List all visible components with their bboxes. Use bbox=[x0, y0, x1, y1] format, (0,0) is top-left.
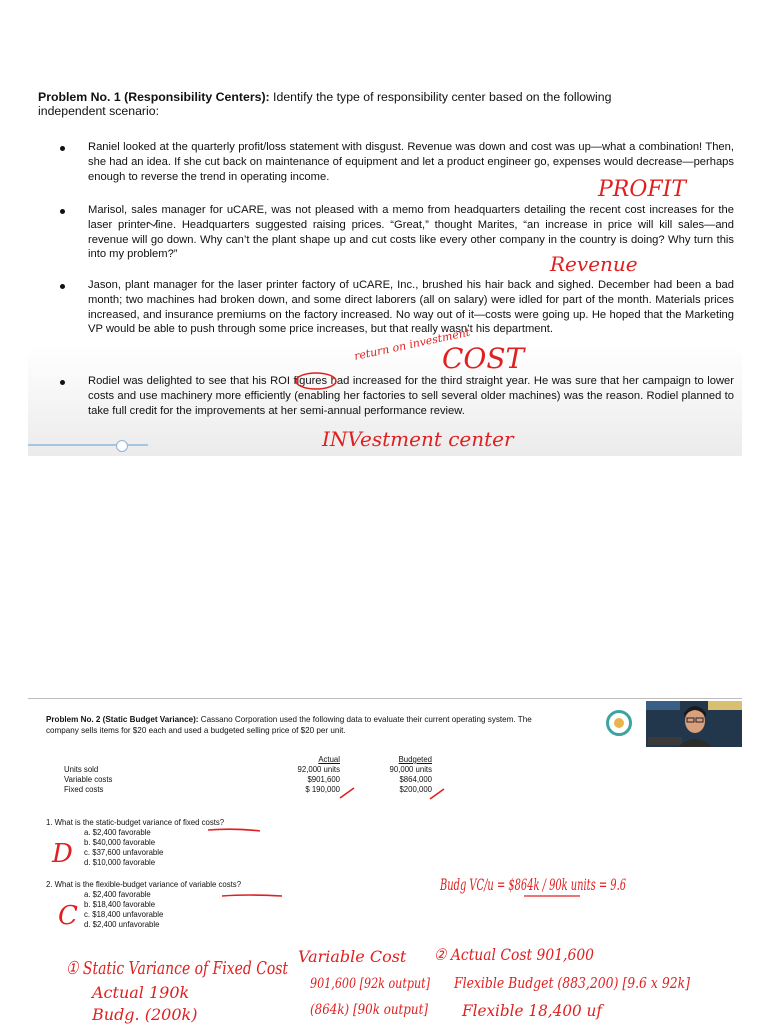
scenario-bullet-2 bbox=[62, 203, 734, 262]
bullet-dot-icon bbox=[60, 146, 65, 151]
scenario-text-3: Jason, plant manager for the laser printer factory of uCARE, Inc., brushed his hair back and sighed. December had been a bad month; two machines had broken down, and some direct laborers (all on salary) were idled for part of the month. Materials prices increased, and insurance premiums on the factory increased. No way out of it—costs were going up. He hoped that the Marketing VP would be able to push through some price increases, but that really wasn’t his department. bbox=[88, 279, 734, 336]
annotation-revenue: Revenue bbox=[550, 252, 638, 276]
problem-2-title bbox=[46, 715, 546, 736]
slide-problem-1 bbox=[28, 60, 742, 456]
bullet-dot-icon bbox=[60, 380, 65, 385]
scenario-text-4: Rodiel was delighted to see that his ROI figures had increased for the third straight year. He was sure that her campaign to lower costs and use machinery more efficiently (enabling her factories to sell several older machines) was the reason. Rodiel planned to take full credit for the improvements at her semi-annual performance review. bbox=[88, 375, 734, 417]
row-label-variable-costs: Variable costs bbox=[64, 775, 113, 784]
question-2-option-a: a. $2,400 favorable bbox=[84, 890, 151, 899]
note-vc-actual-line: 901,600 [92k output] bbox=[310, 976, 431, 992]
actual-fixed-costs: $ 190,000 bbox=[305, 785, 340, 794]
annotation-return-on-investment: return on investment bbox=[352, 325, 472, 363]
note-budg-200k: Budg. (200k) bbox=[92, 1005, 198, 1024]
problem-2-title-bold: Problem No. 2 (Static Budget Variance): bbox=[46, 715, 199, 724]
note-flexible-budget: Flexible Budget (883,200) [9.6 x 92k] bbox=[453, 974, 691, 992]
row-label-fixed-costs: Fixed costs bbox=[64, 785, 104, 794]
note-variable-cost: Variable Cost bbox=[298, 947, 407, 966]
annotation-profit: PROFIT bbox=[598, 177, 687, 202]
actual-units: 92,000 units bbox=[297, 765, 340, 774]
problem-2-title-rest: Cassano Corporation used the following data to evaluate their current operating system. The company sells items for $20 each and used a budgeted selling price of $20 per unit. bbox=[46, 715, 532, 735]
question-1-text: 1. What is the static-budget variance of fixed costs? bbox=[46, 818, 225, 827]
budgeted-units: 90,000 units bbox=[389, 765, 432, 774]
question-1-option-a: a. $2,400 favorable bbox=[84, 828, 151, 837]
note-budget-vc-per-unit: Budg VC/u = $864k / 90k units = 9.6 bbox=[439, 875, 626, 894]
problem-1-title-rest: Identify the type of responsibility center based on the following independent scenario: bbox=[38, 90, 612, 118]
bullet-dot-icon bbox=[60, 284, 65, 289]
note-actual-190k: Actual 190k bbox=[92, 983, 190, 1002]
note-flexible-variance: Flexible 18,400 uf bbox=[461, 1001, 605, 1020]
scenario-text-1: Raniel looked at the quarterly profit/loss statement with disgust. Revenue was down and cost was up—what a combination! Then, she had an idea. If she cut back on maintenance of equipment and let a product engineer go, expenses would decrease—perhaps enough to reverse the trend in operating income. bbox=[88, 141, 734, 183]
video-progress-handle[interactable] bbox=[116, 440, 128, 452]
column-header-budgeted: Budgeted bbox=[398, 755, 432, 764]
budgeted-variable-costs: $864,000 bbox=[399, 775, 432, 784]
slide-problem-2 bbox=[28, 698, 742, 1025]
question-1-option-b: b. $40,000 favorable bbox=[84, 838, 156, 847]
problem-1-title-bold: Problem No. 1 (Responsibility Centers): bbox=[38, 90, 270, 104]
scenario-bullet-1 bbox=[62, 140, 734, 184]
annotation-cost: COST bbox=[442, 342, 525, 375]
presenter-webcam bbox=[646, 701, 742, 747]
scenario-bullet-4 bbox=[62, 374, 734, 418]
column-header-actual: Actual bbox=[318, 755, 340, 764]
budgeted-fixed-costs: $200,000 bbox=[399, 785, 432, 794]
row-label-units: Units sold bbox=[64, 765, 99, 774]
note-actual-cost: ② Actual Cost 901,600 bbox=[434, 945, 594, 964]
question-2-option-c: c. $18,400 unfavorable bbox=[84, 910, 164, 919]
question-1-option-c: c. $37,600 unfavorable bbox=[84, 848, 164, 857]
annotation-investment-center: INVestment center bbox=[322, 427, 514, 451]
question-2-option-d: d. $2,400 unfavorable bbox=[84, 920, 160, 929]
bullet-dot-icon bbox=[60, 209, 65, 214]
actual-variable-costs: $901,600 bbox=[307, 775, 340, 784]
scenario-bullet-3 bbox=[62, 278, 734, 337]
answer-mark-q1: D bbox=[52, 839, 73, 869]
question-1-option-d: d. $10,000 favorable bbox=[84, 858, 156, 867]
video-progress-track[interactable] bbox=[28, 444, 148, 446]
answer-mark-q2: C bbox=[58, 901, 78, 931]
note-static-variance-heading: ① Static Variance of Fixed Cost bbox=[66, 958, 289, 979]
presenter-webcam-image bbox=[646, 701, 742, 747]
question-2-text: 2. What is the flexible-budget variance of variable costs? bbox=[46, 880, 242, 889]
school-seal-logo bbox=[606, 710, 632, 736]
problem-1-title bbox=[38, 90, 658, 118]
note-vc-budget-line: (864k) [90k output] bbox=[310, 1002, 429, 1018]
scenario-text-2: Marisol, sales manager for uCARE, was not pleased with a memo from headquarters detailing the recent cost increases for the laser printer line. Headquarters suggested raising prices. “Great,” thought Marites, “an increase in price will kill sales—and revenue will go down. Why can’t the plant shape up and cut costs like every other company in the country is doing? Why turn this into my problem?” bbox=[88, 204, 734, 261]
question-2-option-b: b. $18,400 favorable bbox=[84, 900, 156, 909]
